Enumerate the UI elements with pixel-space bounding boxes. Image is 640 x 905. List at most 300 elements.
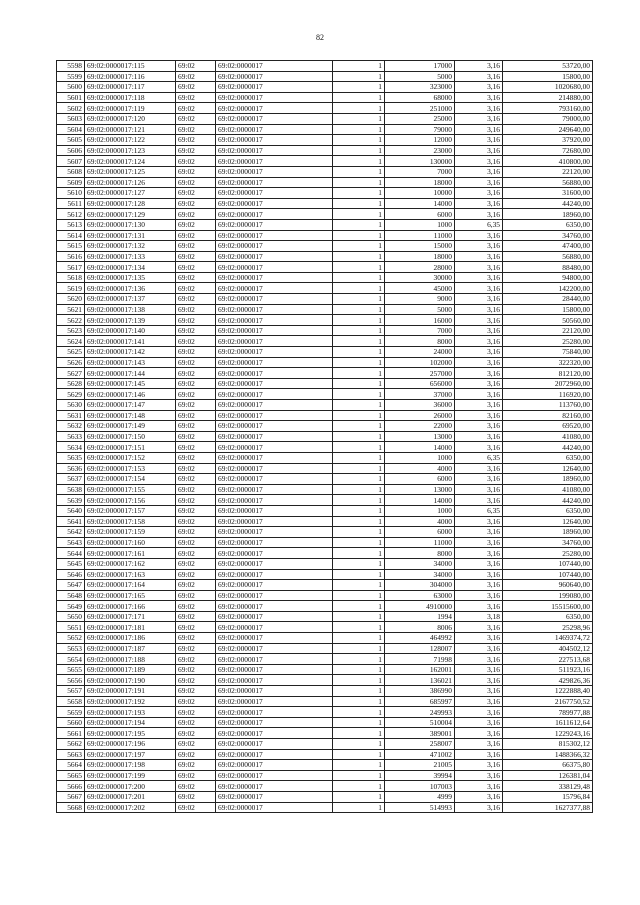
area-value-cell: 1000	[385, 505, 455, 516]
object-count-cell: 1	[333, 770, 385, 781]
cadastral-quarter-cell: 69:02:0000017	[216, 601, 333, 612]
cadastral-quarter-cell: 69:02:0000017	[216, 92, 333, 103]
row-number-cell: 5645	[57, 558, 85, 569]
row-number-cell: 5667	[57, 791, 85, 802]
rate-value-cell: 3,16	[455, 696, 503, 707]
object-count-cell: 1	[333, 707, 385, 718]
table-row	[57, 241, 593, 252]
page-number: 82	[316, 33, 324, 42]
rate-value-cell: 3,16	[455, 71, 503, 82]
district-code-cell: 69:02	[176, 135, 216, 146]
cadastral-number-cell: 69:02:0000017:134	[85, 262, 176, 273]
table-row	[57, 294, 593, 305]
row-number-cell: 5643	[57, 537, 85, 548]
row-number-cell: 5639	[57, 495, 85, 506]
area-value-cell: 8006	[385, 622, 455, 633]
row-number-cell: 5618	[57, 272, 85, 283]
area-value-cell: 249993	[385, 707, 455, 718]
row-number-cell: 5635	[57, 452, 85, 463]
cadastral-number-cell: 69:02:0000017:120	[85, 113, 176, 124]
row-number-cell: 5657	[57, 686, 85, 697]
cadastral-value-cell: 15800,00	[503, 304, 593, 315]
district-code-cell: 69:02	[176, 696, 216, 707]
cadastral-number-cell: 69:02:0000017:140	[85, 325, 176, 336]
table-row	[57, 103, 593, 114]
table-row	[57, 760, 593, 771]
cadastral-number-cell: 69:02:0000017:133	[85, 251, 176, 262]
area-value-cell: 162001	[385, 664, 455, 675]
district-code-cell: 69:02	[176, 92, 216, 103]
cadastral-quarter-cell: 69:02:0000017	[216, 548, 333, 559]
cadastral-quarter-cell: 69:02:0000017	[216, 495, 333, 506]
cadastral-number-cell: 69:02:0000017:196	[85, 739, 176, 750]
area-value-cell: 510004	[385, 717, 455, 728]
cadastral-quarter-cell: 69:02:0000017	[216, 135, 333, 146]
row-number-cell: 5613	[57, 219, 85, 230]
cadastral-value-cell: 15796,84	[503, 791, 593, 802]
cadastral-value-cell: 214880,00	[503, 92, 593, 103]
rate-value-cell: 3,16	[455, 590, 503, 601]
cadastral-value-cell: 338129,48	[503, 781, 593, 792]
district-code-cell: 69:02	[176, 643, 216, 654]
cadastral-value-cell: 793160,00	[503, 103, 593, 114]
district-code-cell: 69:02	[176, 272, 216, 283]
area-value-cell: 514993	[385, 802, 455, 813]
cadastral-value-cell: 15515600,00	[503, 601, 593, 612]
object-count-cell: 1	[333, 452, 385, 463]
cadastral-value-cell: 2167750,52	[503, 696, 593, 707]
cadastral-number-cell: 69:02:0000017:200	[85, 781, 176, 792]
cadastral-value-cell: 18960,00	[503, 474, 593, 485]
rate-value-cell: 3,16	[455, 368, 503, 379]
row-number-cell: 5631	[57, 410, 85, 421]
row-number-cell: 5650	[57, 611, 85, 622]
rate-value-cell: 3,16	[455, 569, 503, 580]
cadastral-number-cell: 69:02:0000017:150	[85, 431, 176, 442]
cadastral-value-cell: 142200,00	[503, 283, 593, 294]
cadastral-number-cell: 69:02:0000017:154	[85, 474, 176, 485]
object-count-cell: 1	[333, 739, 385, 750]
object-count-cell: 1	[333, 686, 385, 697]
cadastral-quarter-cell: 69:02:0000017	[216, 209, 333, 220]
area-value-cell: 1000	[385, 219, 455, 230]
table-row	[57, 431, 593, 442]
district-code-cell: 69:02	[176, 368, 216, 379]
district-code-cell: 69:02	[176, 378, 216, 389]
district-code-cell: 69:02	[176, 463, 216, 474]
table-row	[57, 452, 593, 463]
area-value-cell: 30000	[385, 272, 455, 283]
cadastral-quarter-cell: 69:02:0000017	[216, 61, 333, 72]
cadastral-quarter-cell: 69:02:0000017	[216, 71, 333, 82]
cadastral-value-cell: 2072960,00	[503, 378, 593, 389]
cadastral-quarter-cell: 69:02:0000017	[216, 537, 333, 548]
cadastral-quarter-cell: 69:02:0000017	[216, 124, 333, 135]
object-count-cell: 1	[333, 654, 385, 665]
object-count-cell: 1	[333, 357, 385, 368]
district-code-cell: 69:02	[176, 188, 216, 199]
rate-value-cell: 3,16	[455, 686, 503, 697]
object-count-cell: 1	[333, 410, 385, 421]
rate-value-cell: 3,16	[455, 156, 503, 167]
cadastral-quarter-cell: 69:02:0000017	[216, 484, 333, 495]
cadastral-number-cell: 69:02:0000017:129	[85, 209, 176, 220]
table-row	[57, 791, 593, 802]
table-row	[57, 389, 593, 400]
row-number-cell: 5642	[57, 527, 85, 538]
object-count-cell: 1	[333, 294, 385, 305]
object-count-cell: 1	[333, 802, 385, 813]
cadastral-value-cell: 44240,00	[503, 495, 593, 506]
cadastral-value-cell: 53720,00	[503, 61, 593, 72]
cadastral-number-cell: 69:02:0000017:181	[85, 622, 176, 633]
cadastral-value-cell: 404502,12	[503, 643, 593, 654]
cadastral-quarter-cell: 69:02:0000017	[216, 749, 333, 760]
cadastral-value-cell: 79000,00	[503, 113, 593, 124]
district-code-cell: 69:02	[176, 749, 216, 760]
rate-value-cell: 3,16	[455, 209, 503, 220]
rate-value-cell: 3,16	[455, 304, 503, 315]
cadastral-value-cell: 812120,00	[503, 368, 593, 379]
rate-value-cell: 3,16	[455, 315, 503, 326]
area-value-cell: 6000	[385, 527, 455, 538]
area-value-cell: 18000	[385, 251, 455, 262]
cadastral-quarter-cell: 69:02:0000017	[216, 686, 333, 697]
table-row	[57, 590, 593, 601]
object-count-cell: 1	[333, 400, 385, 411]
cadastral-number-cell: 69:02:0000017:152	[85, 452, 176, 463]
cadastral-quarter-cell: 69:02:0000017	[216, 633, 333, 644]
registry-table	[56, 60, 593, 813]
row-number-cell: 5598	[57, 61, 85, 72]
row-number-cell: 5664	[57, 760, 85, 771]
district-code-cell: 69:02	[176, 336, 216, 347]
rate-value-cell: 3,16	[455, 389, 503, 400]
cadastral-value-cell: 94800,00	[503, 272, 593, 283]
district-code-cell: 69:02	[176, 770, 216, 781]
cadastral-quarter-cell: 69:02:0000017	[216, 717, 333, 728]
cadastral-number-cell: 69:02:0000017:121	[85, 124, 176, 135]
rate-value-cell: 3,16	[455, 251, 503, 262]
cadastral-quarter-cell: 69:02:0000017	[216, 304, 333, 315]
district-code-cell: 69:02	[176, 516, 216, 527]
district-code-cell: 69:02	[176, 580, 216, 591]
object-count-cell: 1	[333, 643, 385, 654]
rate-value-cell: 3,16	[455, 113, 503, 124]
object-count-cell: 1	[333, 272, 385, 283]
object-count-cell: 1	[333, 61, 385, 72]
object-count-cell: 1	[333, 601, 385, 612]
area-value-cell: 36000	[385, 400, 455, 411]
cadastral-number-cell: 69:02:0000017:159	[85, 527, 176, 538]
area-value-cell: 21005	[385, 760, 455, 771]
cadastral-number-cell: 69:02:0000017:157	[85, 505, 176, 516]
cadastral-quarter-cell: 69:02:0000017	[216, 516, 333, 527]
district-code-cell: 69:02	[176, 71, 216, 82]
table-row	[57, 569, 593, 580]
cadastral-value-cell: 1488366,32	[503, 749, 593, 760]
district-code-cell: 69:02	[176, 325, 216, 336]
district-code-cell: 69:02	[176, 505, 216, 516]
area-value-cell: 23000	[385, 145, 455, 156]
cadastral-number-cell: 69:02:0000017:122	[85, 135, 176, 146]
row-number-cell: 5655	[57, 664, 85, 675]
cadastral-quarter-cell: 69:02:0000017	[216, 643, 333, 654]
row-number-cell: 5658	[57, 696, 85, 707]
rate-value-cell: 3,16	[455, 580, 503, 591]
object-count-cell: 1	[333, 92, 385, 103]
row-number-cell: 5616	[57, 251, 85, 262]
rate-value-cell: 3,16	[455, 633, 503, 644]
row-number-cell: 5617	[57, 262, 85, 273]
rate-value-cell: 3,16	[455, 145, 503, 156]
rate-value-cell: 6,35	[455, 452, 503, 463]
table-row	[57, 474, 593, 485]
cadastral-quarter-cell: 69:02:0000017	[216, 622, 333, 633]
area-value-cell: 258007	[385, 739, 455, 750]
row-number-cell: 5599	[57, 71, 85, 82]
row-number-cell: 5607	[57, 156, 85, 167]
row-number-cell: 5637	[57, 474, 85, 485]
cadastral-quarter-cell: 69:02:0000017	[216, 251, 333, 262]
area-value-cell: 136021	[385, 675, 455, 686]
cadastral-quarter-cell: 69:02:0000017	[216, 145, 333, 156]
table-row	[57, 124, 593, 135]
cadastral-value-cell: 37920,00	[503, 135, 593, 146]
cadastral-number-cell: 69:02:0000017:155	[85, 484, 176, 495]
area-value-cell: 4000	[385, 516, 455, 527]
cadastral-number-cell: 69:02:0000017:198	[85, 760, 176, 771]
table-row	[57, 707, 593, 718]
object-count-cell: 1	[333, 368, 385, 379]
cadastral-quarter-cell: 69:02:0000017	[216, 781, 333, 792]
table-row	[57, 643, 593, 654]
district-code-cell: 69:02	[176, 802, 216, 813]
cadastral-quarter-cell: 69:02:0000017	[216, 739, 333, 750]
rate-value-cell: 3,16	[455, 484, 503, 495]
table-row	[57, 601, 593, 612]
rate-value-cell: 3,16	[455, 135, 503, 146]
cadastral-quarter-cell: 69:02:0000017	[216, 188, 333, 199]
district-code-cell: 69:02	[176, 177, 216, 188]
cadastral-number-cell: 69:02:0000017:202	[85, 802, 176, 813]
cadastral-quarter-cell: 69:02:0000017	[216, 82, 333, 93]
row-number-cell: 5656	[57, 675, 85, 686]
object-count-cell: 1	[333, 304, 385, 315]
object-count-cell: 1	[333, 548, 385, 559]
cadastral-number-cell: 69:02:0000017:194	[85, 717, 176, 728]
district-code-cell: 69:02	[176, 664, 216, 675]
district-code-cell: 69:02	[176, 654, 216, 665]
object-count-cell: 1	[333, 791, 385, 802]
area-value-cell: 13000	[385, 431, 455, 442]
cadastral-quarter-cell: 69:02:0000017	[216, 262, 333, 273]
cadastral-quarter-cell: 69:02:0000017	[216, 505, 333, 516]
object-count-cell: 1	[333, 71, 385, 82]
cadastral-quarter-cell: 69:02:0000017	[216, 590, 333, 601]
area-value-cell: 6000	[385, 209, 455, 220]
rate-value-cell: 3,16	[455, 760, 503, 771]
district-code-cell: 69:02	[176, 633, 216, 644]
district-code-cell: 69:02	[176, 686, 216, 697]
rate-value-cell: 3,16	[455, 198, 503, 209]
cadastral-quarter-cell: 69:02:0000017	[216, 294, 333, 305]
rate-value-cell: 3,16	[455, 357, 503, 368]
area-value-cell: 13000	[385, 484, 455, 495]
table-row	[57, 368, 593, 379]
cadastral-value-cell: 47400,00	[503, 241, 593, 252]
cadastral-quarter-cell: 69:02:0000017	[216, 696, 333, 707]
object-count-cell: 1	[333, 622, 385, 633]
table-row	[57, 177, 593, 188]
cadastral-quarter-cell: 69:02:0000017	[216, 558, 333, 569]
row-number-cell: 5662	[57, 739, 85, 750]
row-number-cell: 5634	[57, 442, 85, 453]
cadastral-value-cell: 960640,00	[503, 580, 593, 591]
cadastral-value-cell: 34760,00	[503, 537, 593, 548]
table-row	[57, 505, 593, 516]
row-number-cell: 5636	[57, 463, 85, 474]
row-number-cell: 5614	[57, 230, 85, 241]
area-value-cell: 1994	[385, 611, 455, 622]
cadastral-value-cell: 6350,00	[503, 452, 593, 463]
table-row	[57, 230, 593, 241]
rate-value-cell: 3,16	[455, 527, 503, 538]
district-code-cell: 69:02	[176, 622, 216, 633]
cadastral-number-cell: 69:02:0000017:128	[85, 198, 176, 209]
cadastral-quarter-cell: 69:02:0000017	[216, 760, 333, 771]
cadastral-number-cell: 69:02:0000017:141	[85, 336, 176, 347]
district-code-cell: 69:02	[176, 442, 216, 453]
cadastral-value-cell: 69520,00	[503, 421, 593, 432]
table-row	[57, 770, 593, 781]
rate-value-cell: 3,16	[455, 166, 503, 177]
area-value-cell: 26000	[385, 410, 455, 421]
object-count-cell: 1	[333, 135, 385, 146]
cadastral-quarter-cell: 69:02:0000017	[216, 198, 333, 209]
object-count-cell: 1	[333, 103, 385, 114]
object-count-cell: 1	[333, 283, 385, 294]
rate-value-cell: 3,16	[455, 283, 503, 294]
cadastral-quarter-cell: 69:02:0000017	[216, 527, 333, 538]
table-row	[57, 633, 593, 644]
cadastral-value-cell: 25280,00	[503, 336, 593, 347]
area-value-cell: 12000	[385, 135, 455, 146]
cadastral-number-cell: 69:02:0000017:187	[85, 643, 176, 654]
rate-value-cell: 3,16	[455, 558, 503, 569]
area-value-cell: 471002	[385, 749, 455, 760]
rate-value-cell: 3,16	[455, 92, 503, 103]
area-value-cell: 5000	[385, 71, 455, 82]
rate-value-cell: 3,16	[455, 463, 503, 474]
cadastral-quarter-cell: 69:02:0000017	[216, 166, 333, 177]
cadastral-number-cell: 69:02:0000017:166	[85, 601, 176, 612]
district-code-cell: 69:02	[176, 781, 216, 792]
table-row	[57, 516, 593, 527]
area-value-cell: 39994	[385, 770, 455, 781]
cadastral-value-cell: 1229243,16	[503, 728, 593, 739]
area-value-cell: 1000	[385, 452, 455, 463]
rate-value-cell: 3,16	[455, 325, 503, 336]
cadastral-number-cell: 69:02:0000017:125	[85, 166, 176, 177]
table-row	[57, 548, 593, 559]
district-code-cell: 69:02	[176, 474, 216, 485]
cadastral-number-cell: 69:02:0000017:156	[85, 495, 176, 506]
cadastral-value-cell: 82160,00	[503, 410, 593, 421]
cadastral-quarter-cell: 69:02:0000017	[216, 452, 333, 463]
cadastral-number-cell: 69:02:0000017:165	[85, 590, 176, 601]
row-number-cell: 5653	[57, 643, 85, 654]
cadastral-number-cell: 69:02:0000017:117	[85, 82, 176, 93]
cadastral-value-cell: 322320,00	[503, 357, 593, 368]
object-count-cell: 1	[333, 219, 385, 230]
object-count-cell: 1	[333, 537, 385, 548]
cadastral-number-cell: 69:02:0000017:143	[85, 357, 176, 368]
district-code-cell: 69:02	[176, 760, 216, 771]
rate-value-cell: 3,16	[455, 421, 503, 432]
district-code-cell: 69:02	[176, 590, 216, 601]
district-code-cell: 69:02	[176, 527, 216, 538]
cadastral-value-cell: 429826,36	[503, 675, 593, 686]
table-row	[57, 611, 593, 622]
row-number-cell: 5610	[57, 188, 85, 199]
cadastral-number-cell: 69:02:0000017:138	[85, 304, 176, 315]
district-code-cell: 69:02	[176, 61, 216, 72]
cadastral-value-cell: 789977,88	[503, 707, 593, 718]
district-code-cell: 69:02	[176, 739, 216, 750]
table-row	[57, 357, 593, 368]
row-number-cell: 5644	[57, 548, 85, 559]
district-code-cell: 69:02	[176, 357, 216, 368]
district-code-cell: 69:02	[176, 315, 216, 326]
object-count-cell: 1	[333, 463, 385, 474]
object-count-cell: 1	[333, 124, 385, 135]
cadastral-quarter-cell: 69:02:0000017	[216, 463, 333, 474]
cadastral-value-cell: 815302,12	[503, 739, 593, 750]
cadastral-value-cell: 6350,00	[503, 505, 593, 516]
cadastral-quarter-cell: 69:02:0000017	[216, 272, 333, 283]
object-count-cell: 1	[333, 431, 385, 442]
table-row	[57, 219, 593, 230]
rate-value-cell: 3,16	[455, 230, 503, 241]
district-code-cell: 69:02	[176, 484, 216, 495]
cadastral-value-cell: 6350,00	[503, 219, 593, 230]
cadastral-number-cell: 69:02:0000017:195	[85, 728, 176, 739]
row-number-cell: 5608	[57, 166, 85, 177]
cadastral-number-cell: 69:02:0000017:153	[85, 463, 176, 474]
rate-value-cell: 3,16	[455, 802, 503, 813]
area-value-cell: 11000	[385, 230, 455, 241]
cadastral-quarter-cell: 69:02:0000017	[216, 357, 333, 368]
table-row	[57, 527, 593, 538]
cadastral-number-cell: 69:02:0000017:115	[85, 61, 176, 72]
cadastral-value-cell: 1469374,72	[503, 633, 593, 644]
cadastral-value-cell: 50560,00	[503, 315, 593, 326]
table-row	[57, 781, 593, 792]
area-value-cell: 4910000	[385, 601, 455, 612]
row-number-cell: 5649	[57, 601, 85, 612]
rate-value-cell: 6,35	[455, 505, 503, 516]
object-count-cell: 1	[333, 177, 385, 188]
cadastral-number-cell: 69:02:0000017:186	[85, 633, 176, 644]
area-value-cell: 14000	[385, 495, 455, 506]
cadastral-number-cell: 69:02:0000017:149	[85, 421, 176, 432]
cadastral-value-cell: 227513,68	[503, 654, 593, 665]
area-value-cell: 464992	[385, 633, 455, 644]
table-row	[57, 336, 593, 347]
district-code-cell: 69:02	[176, 558, 216, 569]
area-value-cell: 7000	[385, 325, 455, 336]
